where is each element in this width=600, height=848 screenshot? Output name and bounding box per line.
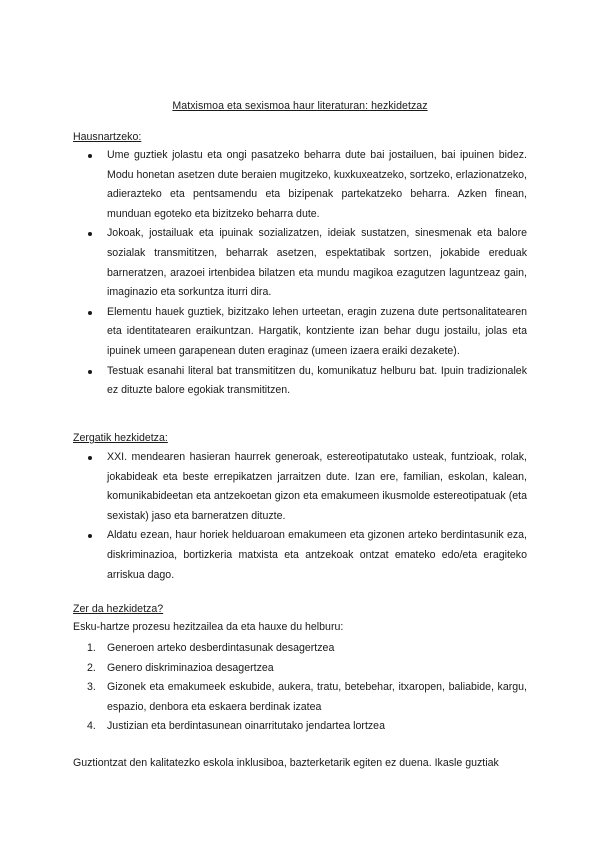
list-item: Jokoak, jostailuak eta ipuinak sozializatzen, ideiak sustatzen, sinesmenak eta balore sozialak transmititzen, beharrak asetzen, espektatibak sortzen, jokabide ereduak barneratzen, arazoei irtenbidea bilatzen eta mundu magikoa ezagutzen laguntzeaz gain, imaginazio eta sorkuntza iturri dira. <box>73 224 527 302</box>
bullet-icon <box>88 154 92 158</box>
list-item: 4. Justizian eta berdintasunean oinarritutako jendartea lortzea <box>87 720 385 733</box>
numbered-list <box>73 639 527 737</box>
list-item: 1. Generoen arteko desberdintasunak desagertzea <box>87 642 335 654</box>
list-item: 2. Genero diskriminazioa desagertzea <box>87 661 274 674</box>
bullet-icon <box>88 370 92 374</box>
bullet-icon <box>88 311 92 315</box>
list-item: Aldatu ezean, haur horiek helduaroan emakumeen eta gizonen arteko berdintasunik eza, diskriminazioa, bortizkeria matxista eta antzekoak ontzat emateko edo/eta eragiteko arriskua dago. <box>73 526 527 585</box>
intro-paragraph: Esku-hartze prozesu hezitzailea da eta hauxe du helburu: <box>73 621 344 633</box>
list-item: Ume guztiek jolastu eta ongi pasatzeko beharra dute bai jostailuen, bai ipuinen bidez. Modu honetan asetzen dute beraien mugitzeko, kuxkuxeatzeko, sortzeko, erlazionatzeko, adierazteko eta pentsamendu eta bizipenak partekatzeko beharra. Azken finean, munduan egoteko eta bizitzeko beharra dute. <box>73 146 527 224</box>
section-heading-zerda: Zer da hezkidetza? <box>73 603 164 615</box>
list-item: Testuak esanahi literal bat transmititzen du, komunikatuz helburu bat. Ipuin tradizionalek ez dituzte balore egokiak transmititzen. <box>73 362 527 401</box>
section-heading-zergatik: Zergatik hezkidetza: <box>73 432 168 444</box>
bullet-icon <box>88 456 92 460</box>
closing-paragraph: Guztiontzat den kalitatezko eskola inklusiboa, bazterketarik egiten ez duena. Ikasle guztiak <box>73 757 499 769</box>
list-item: Elementu hauek guztiek, bizitzako lehen urteetan, eragin zuzena dute pertsonalitatearen eta identitatearen eraikuntzan. Hargatik, kontziente izan behar dugu jostailu, jolas eta ipuinek umeen garapenean duten eraginaz (umeen izaera eraiki dezakete). <box>73 303 527 362</box>
bullet-icon <box>88 232 92 236</box>
list-item: 3. Gizonek eta emakumeek eskubide, aukera, tratu, betebehar, itxaropen, baliabide, kargu, espazio, denbora eta eskaera berdinak izatea <box>87 681 527 713</box>
bullet-icon <box>88 534 92 538</box>
document-title: Matxismoa eta sexismoa haur literaturan: hezkidetzaz <box>172 100 428 112</box>
bullet-list-hausnartzeko <box>73 146 527 401</box>
list-item: XXI. mendearen hasieran haurrek generoak, estereotipatutako usteak, funtzioak, rolak, jokabideak eta beste errepikatzen jarraitzen dute. Izan ere, familian, eskolan, kalean, komunikabideetan eta antzekoetan gizon eta emakumeen ikusmolde estereotipatuak (eta sexistak) jaso eta barneratzen dituzte. <box>73 448 527 526</box>
bullet-list-zergatik <box>73 448 527 585</box>
section-heading-hausnartzeko: Hausnartzeko: <box>73 131 142 143</box>
